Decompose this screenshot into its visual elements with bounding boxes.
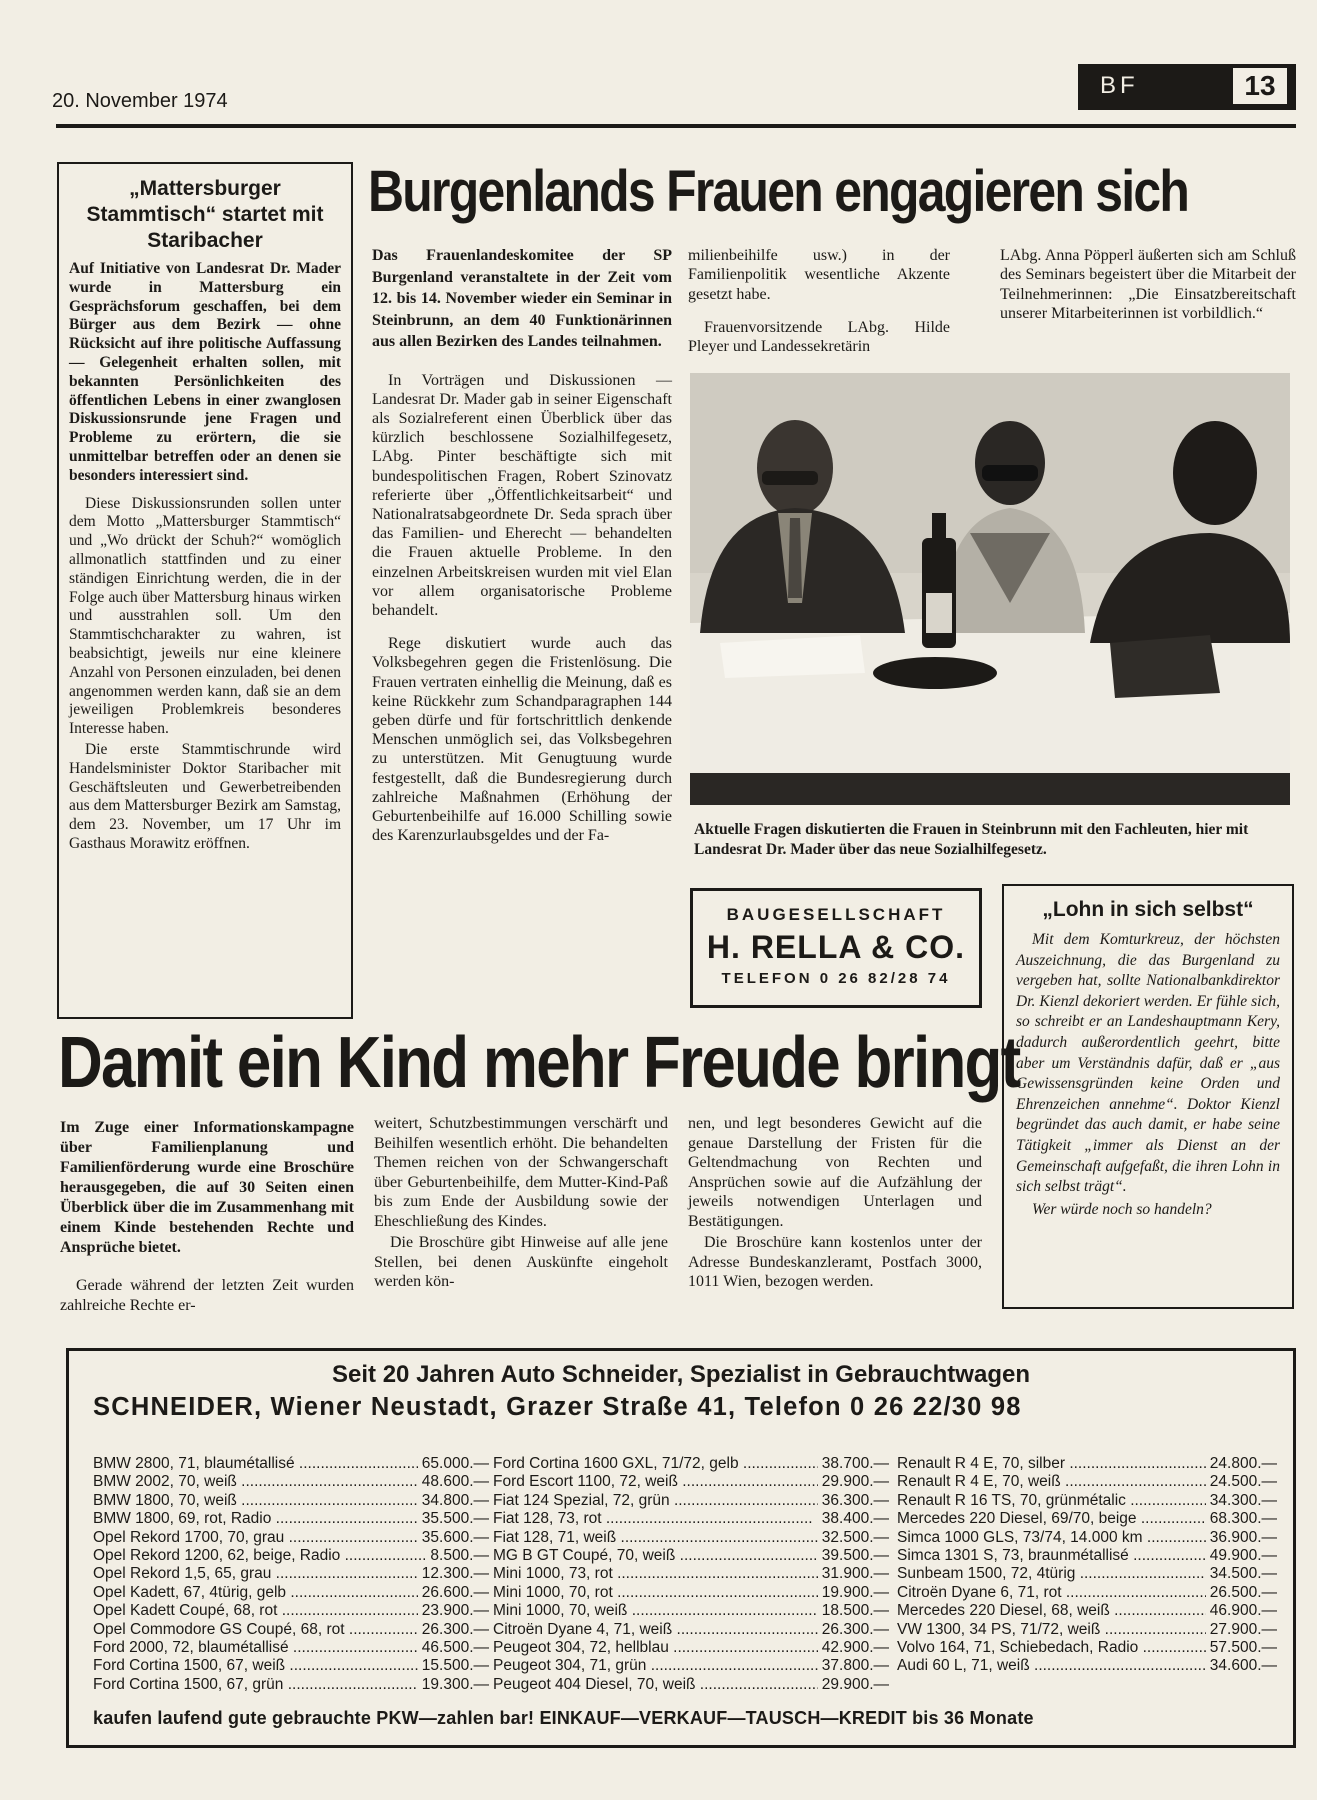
rella-ad-line-3: TELEFON 0 26 82/28 74 [721, 970, 951, 987]
car-listing [93, 1455, 489, 1473]
car-listing-name: Peugeot 404 Diesel, 70, weiß ..... [493, 1676, 818, 1694]
car-listing [897, 1547, 1277, 1565]
kind-column-2 [374, 1114, 668, 1301]
car-listing [493, 1510, 889, 1528]
seminar-photo-drawing [690, 373, 1290, 805]
car-listing-name: Peugeot 304, 72, hellblau ..... [493, 1639, 818, 1657]
lohn-body: Mit dem Komturkreuz, der höchsten Auszeichnung, die das Burgenland zu vergeben hat, sollte Nationalbankdirektor Dr. Kienzl dekoriert werden. Er fühle sich, so schreibt er an Landeshauptmann Kery, dadurch außerordentlich geehrt, bitte aber um Verständnis dafür, daß er „aus Gewissensgründen keine Orden und Ehrenzeichen annehme“. Doktor Kienzl begründet das auch damit, er habe seine Tätigkeit „immer als Dienst an der Gemeinschaft aufgefaßt, die ihren Lohn in sich selbst trägt“. [1016, 931, 1280, 1196]
car-listing [897, 1621, 1277, 1639]
stammtisch-paragraph-2: Die erste Stammtischrunde wird Handelsminister Doktor Staribacher mit Geschäftsleuten und Gewerbetreibenden aus dem Mattersburger Bezirk am Samstag, dem 23. November, um 17 Uhr im Gasthaus Morawitz eröffnen. [69, 740, 341, 852]
car-listing-price: 42.900.— [821, 1639, 889, 1657]
issue-date: 20. November 1974 [52, 90, 228, 112]
car-listing-price: 36.300.— [821, 1491, 889, 1509]
car-listing-name: BMW 2002, 70, weiß ..... [93, 1473, 418, 1491]
car-listing-name: Ford 2000, 72, blaumétallisé ..... [93, 1639, 418, 1657]
car-listing-price: 26.300.— [421, 1620, 489, 1638]
car-listing-name: Opel Kadett, 67, 4türig, gelb ..... [93, 1584, 418, 1602]
car-listing-price: 24.800.— [1209, 1455, 1277, 1472]
car-listing-price: 34.500.— [1209, 1565, 1277, 1583]
car-listing-price: 23.900.— [421, 1602, 489, 1620]
schneider-ad [66, 1348, 1296, 1748]
stammtisch-body [69, 260, 341, 854]
car-listing-name: BMW 1800, 70, weiß ..... [93, 1492, 418, 1510]
kind-column-3-text-b: Die Broschüre kann kostenlos unter der Adresse Bundeskanzleramt, Postfach 3000, 1011 Wien, bezogen werden. [688, 1234, 982, 1290]
car-listing [93, 1492, 489, 1510]
car-listing-price: 29.900.— [821, 1675, 889, 1693]
car-listing-name: Simca 1301 S, 73, braunmétallisé ..... [897, 1547, 1206, 1565]
car-listing [897, 1657, 1277, 1675]
lohn-title: „Lohn in sich selbst“ [1042, 898, 1254, 921]
car-listing-name: BMW 1800, 69, rot, Radio ..... [93, 1510, 418, 1528]
car-listing-price: 15.500.— [421, 1657, 489, 1675]
kind-column-2-text-b: Die Broschüre gibt Hinweise auf alle jene Stellen, bei denen Auskünfte eingeholt werden kön- [374, 1234, 668, 1290]
car-listing-price: 34.600.— [1209, 1657, 1277, 1675]
car-listing-name: Ford Escort 1100, 72, weiß ..... [493, 1473, 818, 1491]
car-listing-price: 68.300.— [1209, 1510, 1277, 1528]
car-listing [93, 1473, 489, 1491]
car-listing-name: Volvo 164, 71, Schiebedach, Radio ..... [897, 1639, 1206, 1657]
car-listing-price: 57.500.— [1209, 1639, 1277, 1657]
car-listing-price: 65.000.— [421, 1455, 489, 1472]
car-list-column-2 [493, 1455, 889, 1694]
car-listing [493, 1547, 889, 1565]
car-listing-price: 26.500.— [1209, 1583, 1277, 1601]
car-listing-price: 32.500.— [821, 1528, 889, 1546]
car-listing-price: 35.600.— [421, 1528, 489, 1546]
schneider-ad-title: Seit 20 Jahren Auto Schneider, Spezialist in Gebrauchtwagen [332, 1361, 1030, 1388]
frauen-column-2-text: milienbeihilfe usw.) in der Familienpolitik wesentliche Akzente gesetzt habe. [688, 247, 950, 303]
car-listing-name: Ford Cortina 1600 GXL, 71/72, gelb ..... [493, 1455, 818, 1473]
car-listing-name: Fiat 128, 71, weiß ..... [493, 1529, 818, 1547]
page-number: 13 [1233, 68, 1287, 104]
frauen-column-3 [1000, 246, 1296, 332]
rella-ad-line-1: BAUGESELLSCHAFT [726, 905, 946, 924]
car-listing [493, 1676, 889, 1694]
car-listing-price: 48.600.— [421, 1473, 489, 1491]
car-listing-name: Renault R 4 E, 70, weiß ..... [897, 1473, 1206, 1491]
frauen-paragraph-1: In Vorträgen und Diskussionen — Landesrat Dr. Mader gab in seiner Eigenschaft als Sozialreferent einen Überblick über das kürzlich beschlossene Sozialhilfegesetz, LAbg. Pinter beschäftigte sich mit bundespolitischen Fragen, Robert Szinovatz referierte über „Öffentlichkeitsarbeit“ und Nationalratsabgeordnete Dr. Seda sprach über das Familien- und Eherecht — behandelten die Frauen aktuelle Probleme. In den einzelnen Arbeitskreisen wurden mit viel Elan vor allem organisatorische Probleme behandelt. [372, 371, 672, 619]
car-listing-price: 29.900.— [821, 1473, 889, 1491]
car-listing-name: BMW 2800, 71, blaumétallisé ..... [93, 1455, 418, 1473]
car-listing [897, 1473, 1277, 1491]
car-listing-name: Audi 60 L, 71, weiß ..... [897, 1657, 1206, 1675]
car-listing [493, 1492, 889, 1510]
car-listing [493, 1473, 889, 1491]
car-listing [493, 1584, 889, 1602]
rella-ad-line-2: H. RELLA & CO. [706, 929, 966, 965]
car-listing [897, 1529, 1277, 1547]
car-listing-name: Mini 1000, 73, rot ..... [493, 1565, 818, 1583]
stammtisch-title: „Mattersburger Stammtisch“ startet mit Staribacher [86, 177, 324, 252]
car-listing-price: 39.500.— [821, 1547, 889, 1565]
car-listing-price: 38.700.— [821, 1455, 889, 1472]
car-listing-price: 12.300.— [421, 1565, 489, 1583]
car-listing-price: 49.900.— [1209, 1547, 1277, 1565]
car-listing-name: Opel Rekord 1200, 62, beige, Radio ..... [93, 1547, 426, 1565]
car-listing-name: Opel Kadett Coupé, 68, rot ..... [93, 1602, 418, 1620]
lohn-closing: Wer würde noch so handeln? [1032, 1200, 1212, 1218]
rella-ad [690, 888, 982, 1008]
car-listing-price: 8.500.— [430, 1547, 489, 1565]
car-listing-price: 19.300.— [421, 1675, 489, 1693]
kind-column-3 [688, 1114, 982, 1301]
car-listing [897, 1455, 1277, 1473]
car-listing-name: Ford Cortina 1500, 67, weiß ..... [93, 1657, 418, 1675]
car-list-column-1 [93, 1455, 489, 1694]
car-listing [493, 1621, 889, 1639]
car-listing-name: Mini 1000, 70, rot ..... [493, 1584, 818, 1602]
car-listing-name: Sunbeam 1500, 72, 4türig ..... [897, 1565, 1206, 1583]
car-listing-name: Mini 1000, 70, weiß ..... [493, 1602, 818, 1620]
car-listing [493, 1529, 889, 1547]
frauen-paragraph-2: Rege diskutiert wurde auch das Volksbegehren gegen die Fristenlösung. Die Frauen vertraten einhellig die Meinung, daß es keine Rückkehr zum Schandparagraphen 144 geben dürfe und für fortschrittlich denkende Menschen unmöglich sei, das Volksbegehren zu unterstützen. Mit Genugtuung wurde festgestellt, daß die Bundesregierung durch zahlreiche Maßnahmen (Erhöhung der Geburtenbeihilfe auf 16.000 Schilling sowie des Karenzurlaubsgeldes und der Fa- [372, 635, 672, 845]
car-listing-name: Mercedes 220 Diesel, 69/70, beige ..... [897, 1510, 1206, 1528]
frauen-lead: Das Frauenlandeskomitee der SP Burgenland veranstaltete in der Zeit vom 12. bis 14. November wieder ein Seminar in Steinbrunn, an dem 40 Funktionärinnen aus allen Bezirken des Landes teilnahmen. [372, 247, 672, 350]
car-listing-name: Fiat 128, 73, rot ..... [493, 1510, 813, 1528]
car-listing-name: Citroën Dyane 4, 71, weiß ..... [493, 1621, 818, 1639]
car-listing-price: 27.900.— [1209, 1620, 1277, 1638]
car-listing [493, 1565, 889, 1583]
car-listing-price: 46.900.— [1209, 1602, 1277, 1620]
paper-tag: BF [1100, 72, 1139, 99]
car-listing [93, 1529, 489, 1547]
car-listing [93, 1621, 489, 1639]
kind-paragraph-1: Gerade während der letzten Zeit wurden zahlreiche Rechte er- [60, 1277, 354, 1314]
car-listing-name: Mercedes 220 Diesel, 68, weiß ..... [897, 1602, 1206, 1620]
car-listing-price: 34.800.— [421, 1491, 489, 1509]
car-listing-name: Citroën Dyane 6, 71, rot ..... [897, 1584, 1206, 1602]
frauen-headline: Burgenlands Frauen engagieren sich [368, 159, 1189, 224]
car-listing [93, 1657, 489, 1675]
car-listing-name: Opel Rekord 1700, 70, grau ..... [93, 1529, 418, 1547]
car-listing [897, 1492, 1277, 1510]
car-listing-price: 26.600.— [421, 1583, 489, 1601]
stammtisch-paragraph-1: Diese Diskussionsrunden sollen unter dem Motto „Mattersburger Stammtisch“ und „Wo drückt der Schuh?“ womöglich allmonatlich stattfinden und zu einer ständigen Einrichtung werden, die in der Folge auch über Mattersburg hinaus wirken und ausstrahlen soll. Um den Stammtischcharakter zu wahren, ist beabsichtigt, jeweils nur eine kleinere Anzahl von Personen einzuladen, bei denen angenommen werden kann, daß sie an dem jeweiligen Problemkreis besonderes Interesse haben. [69, 494, 341, 738]
photo-caption: Aktuelle Fragen diskutierten die Frauen in Steinbrunn mit den Fachleuten, hier mit Landesrat Dr. Mader über das neue Sozialhilfegesetz. [694, 821, 1249, 858]
car-listing-price: 24.500.— [1209, 1473, 1277, 1491]
car-listing-price: 35.500.— [421, 1510, 489, 1528]
frauen-column-1 [372, 245, 672, 854]
car-listing [93, 1676, 489, 1694]
car-listing-price: 34.300.— [1209, 1491, 1277, 1509]
car-listing-name: VW 1300, 34 PS, 71/72, weiß ..... [897, 1621, 1206, 1639]
lohn-article [1002, 884, 1294, 1309]
kind-headline: Damit ein Kind mehr Freude bringt [58, 1023, 1020, 1103]
car-listing [493, 1455, 889, 1473]
schneider-ad-address: SCHNEIDER, Wiener Neustadt, Grazer Straße 41, Telefon 0 26 22/30 98 [93, 1393, 1022, 1421]
car-listing [493, 1657, 889, 1675]
car-listing [493, 1602, 889, 1620]
car-listing [93, 1584, 489, 1602]
frauen-column-3-text: LAbg. Anna Pöpperl äußerten sich am Schluß des Seminars begeistert über die Mitarbeit der Teilnehmerinnen: „Die Einsatzbereitschaft unserer Mitarbeiterinnen ist vorbildlich.“ [1000, 247, 1296, 322]
car-listing-name: MG B GT Coupé, 70, weiß ..... [493, 1547, 818, 1565]
page-badge [1078, 64, 1296, 110]
car-listing [897, 1510, 1277, 1528]
schneider-ad-footer: kaufen laufend gute gebrauchte PKW—zahlen bar! EINKAUF—VERKAUF—TAUSCH—KREDIT bis 36 Monate [93, 1708, 1034, 1728]
car-list-column-3 [897, 1455, 1277, 1676]
car-listing-name: Simca 1000 GLS, 73/74, 14.000 km ..... [897, 1529, 1206, 1547]
kind-column-3-text: nen, und legt besonderes Gewicht auf die genaue Darstellung der Fristen für die Geltendmachung von Rechten und Ansprüchen sowie auf die Aufzählung der jeweils notwendigen Unterlagen und Bestätigungen. [688, 1115, 982, 1230]
car-listing-name: Ford Cortina 1500, 67, grün ..... [93, 1676, 418, 1694]
car-listing-price: 37.800.— [821, 1657, 889, 1675]
kind-column-2-text: weitert, Schutzbestimmungen verschärft und Beihilfen wesentlich erhöht. Die behandelten Themen reichen von der Schwangerschaft über Geburtenbeihilfe, dem Mutter-Kind-Paß bis zum Ende der Ausbildung sowie der Eheschließung des Kindes. [374, 1115, 668, 1230]
car-listing-price: 36.900.— [1209, 1528, 1277, 1546]
car-listing-price: 38.400.— [821, 1510, 889, 1528]
car-listing-price: 19.900.— [821, 1583, 889, 1601]
car-listing [897, 1584, 1277, 1602]
frauen-column-2 [688, 246, 950, 365]
car-listing [93, 1547, 489, 1565]
car-listing [897, 1639, 1277, 1657]
kind-lead: Im Zuge einer Informationskampagne über Familienplanung und Familienförderung wurde eine Broschüre herausgegeben, die auf 30 Seiten einen Überblick über die im Zusammenhang mit einem Kinde bestehenden Rechte und Ansprüche bietet. [60, 1119, 354, 1256]
car-listing [93, 1510, 489, 1528]
kind-column-1 [60, 1118, 354, 1325]
frauen-column-2-text-b: Frauenvorsitzende LAbg. Hilde Pleyer und Landessekretärin [688, 318, 950, 356]
car-listing-price: 31.900.— [821, 1565, 889, 1583]
car-listing-name: Fiat 124 Spezial, 72, grün ..... [493, 1492, 818, 1510]
car-listing-price: 18.500.— [821, 1602, 889, 1620]
car-listing-name: Renault R 4 E, 70, silber ..... [897, 1455, 1206, 1473]
header-rule [56, 124, 1296, 128]
stammtisch-article [57, 162, 353, 1019]
car-listing [93, 1565, 489, 1583]
car-listing-name: Renault R 16 TS, 70, grünmétalic ..... [897, 1492, 1206, 1510]
car-listing-name: Opel Commodore GS Coupé, 68, rot ..... [93, 1621, 418, 1639]
stammtisch-lead: Auf Initiative von Landesrat Dr. Mader wurde in Mattersburg ein Gesprächsforum geschaffen, bei dem Bürger aus dem Bezirk — ohne Rücksicht auf ihre politische Auffassung — Gelegenheit erhalten sollen, mit bekannten Persönlichkeiten des öffentlichen Lebens in einer zwanglosen Diskussionsrunde jene Fragen und Probleme zu erörtern, die sie unmittelbar betreffen oder an denen sie besonders interessiert sind. [69, 260, 341, 484]
car-listing [493, 1639, 889, 1657]
seminar-photo [690, 373, 1290, 805]
car-listing-price: 46.500.— [421, 1639, 489, 1657]
car-listing-name: Peugeot 304, 71, grün ..... [493, 1657, 818, 1675]
car-listing-name: Opel Rekord 1,5, 65, grau ..... [93, 1565, 418, 1583]
car-listing [897, 1602, 1277, 1620]
car-listing [93, 1602, 489, 1620]
car-listing-price: 26.300.— [821, 1620, 889, 1638]
car-listing [93, 1639, 489, 1657]
car-listing [897, 1565, 1277, 1583]
